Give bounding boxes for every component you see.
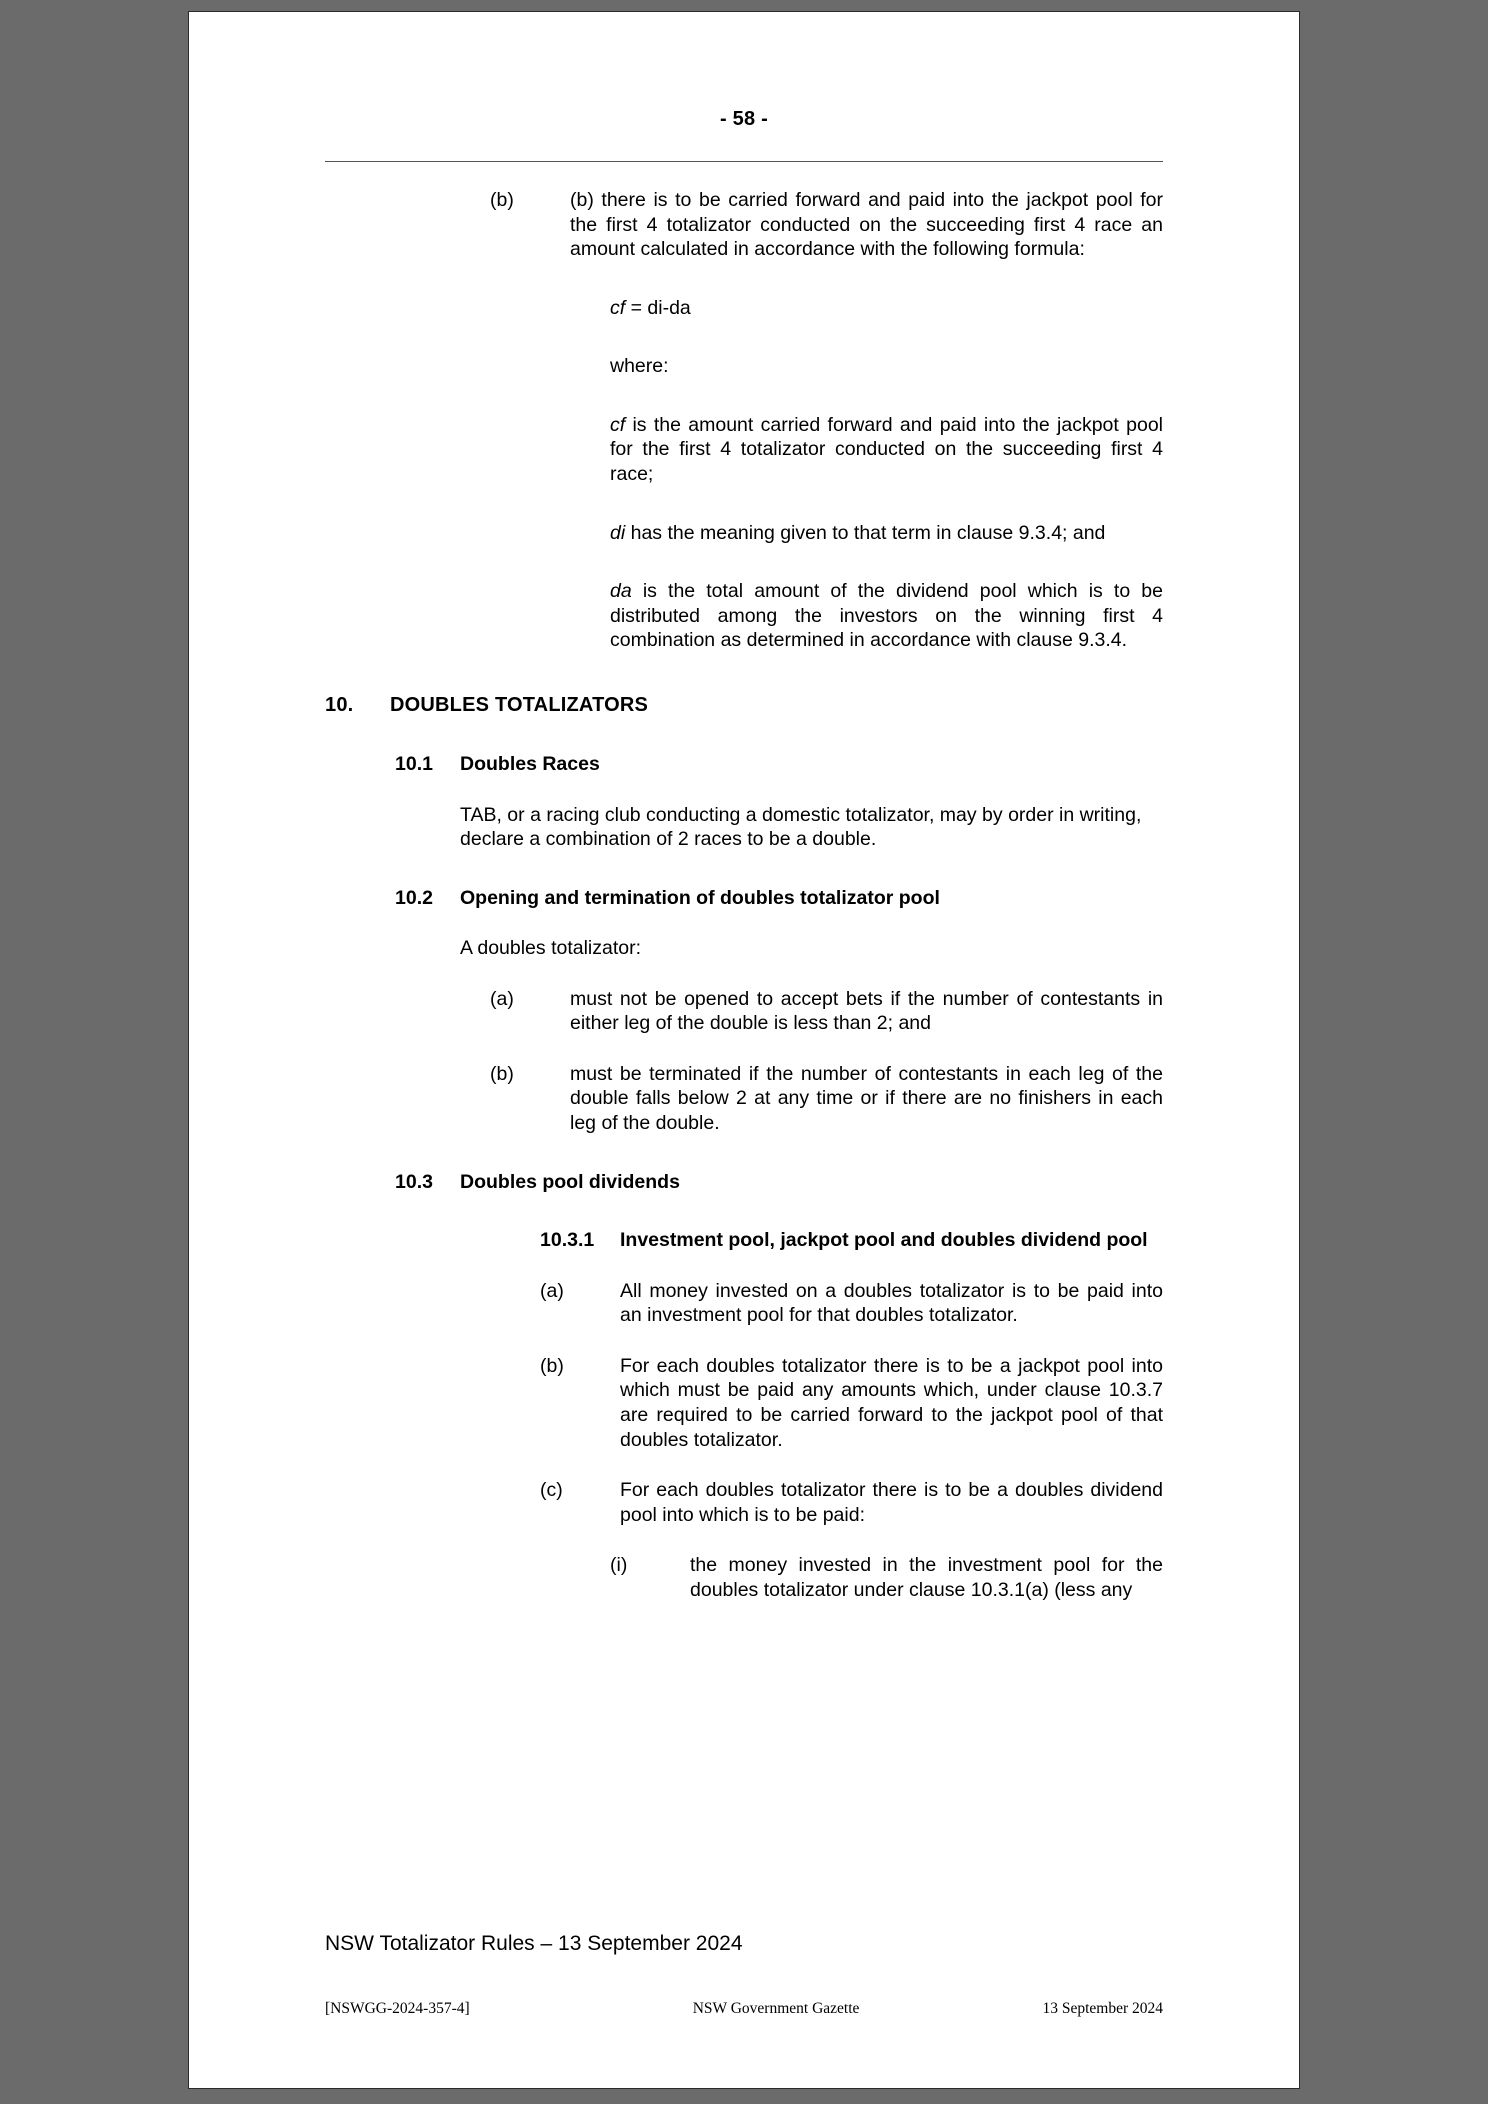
clause-10-2-item-a [490,987,1163,1036]
spacer [325,653,1163,693]
header-divider [325,161,1163,162]
clause-10-2-title: Opening and termination of doubles totalizator pool [460,886,940,909]
clause-10-3-1-title: Investment pool, jackpot pool and doubles dividend pool [620,1229,1148,1252]
clause-10-1-title: Doubles Races [460,752,600,775]
definition-da-text: is the total amount of the dividend pool which is to be distributed among the investors on the winning first 4 combination as determined in accordance with clause 9.3.4. [610,580,1163,652]
spacer [325,545,1163,579]
clause-10-3-1-item-a-text: All money invested on a doubles totalizator is to be paid into an investment pool for that doubles totalizator. [620,1279,1163,1327]
gazette-date: 13 September 2024 [1042,2000,1163,2017]
clause-10-3-1-item-a [540,1279,1163,1328]
spacer [325,777,1163,803]
spacer [325,910,1163,936]
definition-cf-text: is the amount carried forward and paid into the jackpot pool for the first 4 totalizator conducted on the succeeding first 4 race; [610,413,1163,485]
clause-10-3-1-item-c-i [610,1553,1163,1602]
rules-footer: NSW Totalizator Rules – 13 September 2024 [325,1932,743,1955]
spacer [325,852,1163,886]
clause-10-2-heading [395,886,1163,911]
clause-10-3-1-number: 10.3.1 [540,1229,595,1252]
page-number: - 58 - [720,108,768,130]
gazette-reference: [NSWGG-2024-357-4] [325,2000,470,2017]
clause-10-3-1-item-b-text: For each doubles totalizator there is to be a jackpot pool into which must be paid any amounts which, under clause 10.3.7 are required to be carried forward to the jackpot pool of that doubles totalizator. [620,1354,1163,1451]
clause-10-3-1-item-c-text: For each doubles totalizator there is to be a doubles dividend pool into which is to be paid: [620,1479,1163,1526]
spacer [325,1136,1163,1170]
section-10-title: DOUBLES TOTALIZATORS [390,693,649,716]
clause-10-3-title: Doubles pool dividends [460,1170,680,1193]
spacer [325,1253,1163,1279]
definition-da-term: da [610,580,632,603]
clause-10-2-item-b [490,1062,1163,1136]
clause-b-marker: (b) [490,189,514,211]
formula-term: cf [610,296,626,319]
formula-line [610,296,1163,321]
spacer [325,262,1163,296]
spacer [325,487,1163,521]
clause-10-3-heading [395,1170,1163,1195]
spacer [325,1036,1163,1062]
spacer [325,1452,1163,1478]
clause-10-2-item-a-marker: (a) [490,987,514,1010]
clause-10-3-number: 10.3 [395,1170,433,1193]
clause-10-1-heading [395,752,1163,777]
spacer [325,718,1163,752]
clause-10-3-1-item-c-i-text: the money invested in the investment pool for the doubles totalizator under clause 10.3.1(a) (less any [690,1554,1163,1601]
spacer [325,320,1163,354]
gazette-footer [325,2000,1163,2018]
definition-di-term: di [610,521,626,544]
clause-10-3-1-item-a-marker: (a) [540,1279,564,1302]
clause-b-text: (b) there is to be carried forward and paid into the jackpot pool for the first 4 totalizator conducted on the succeeding first 4 race an amount calculated in accordance with the following formula: [570,189,1163,261]
section-10-heading [325,693,1163,718]
definition-cf-term: cf [610,413,626,436]
where-label: where: [610,355,669,378]
spacer [325,1194,1163,1228]
spacer [325,379,1163,413]
clause-10-2-item-b-text: must be terminated if the number of contestants in each leg of the double falls below 2 at any time or if there are no finishers in each leg of the double. [570,1062,1163,1134]
clause-10-2-item-b-marker: (b) [490,1062,514,1085]
clause-10-1-body: TAB, or a racing club conducting a domestic totalizator, may by order in writing, declare a combination of 2 races to be a double. [460,803,1142,851]
clause-b-row [490,188,1163,262]
gazette-title: NSW Government Gazette [692,2000,860,2017]
clause-10-3-1-heading [540,1228,1163,1253]
clause-10-3-1-item-b [540,1354,1163,1452]
clause-10-2-number: 10.2 [395,886,433,909]
clause-10-3-1-item-c-i-marker: (i) [610,1554,628,1577]
formula-rest: = di-da [625,296,691,319]
definition-cf [610,413,1163,487]
document-body [189,188,1299,1602]
spacer [325,1527,1163,1553]
clause-10-3-1-item-c [540,1478,1163,1527]
document-page [189,12,1299,2088]
definition-di [610,521,1163,546]
clause-10-1-number: 10.1 [395,752,433,775]
definition-da [610,579,1163,653]
spacer [325,1328,1163,1354]
section-10-number: 10. [325,693,354,716]
clause-10-3-1-item-c-marker: (c) [540,1479,563,1502]
spacer [325,961,1163,987]
clause-10-2-lead: A doubles totalizator: [460,937,642,960]
clause-10-3-1-item-b-marker: (b) [540,1354,564,1377]
definition-di-text: has the meaning given to that term in clause 9.3.4; and [625,521,1106,544]
clause-10-2-item-a-text: must not be opened to accept bets if the number of contestants in either leg of the double is less than 2; and [570,987,1163,1035]
